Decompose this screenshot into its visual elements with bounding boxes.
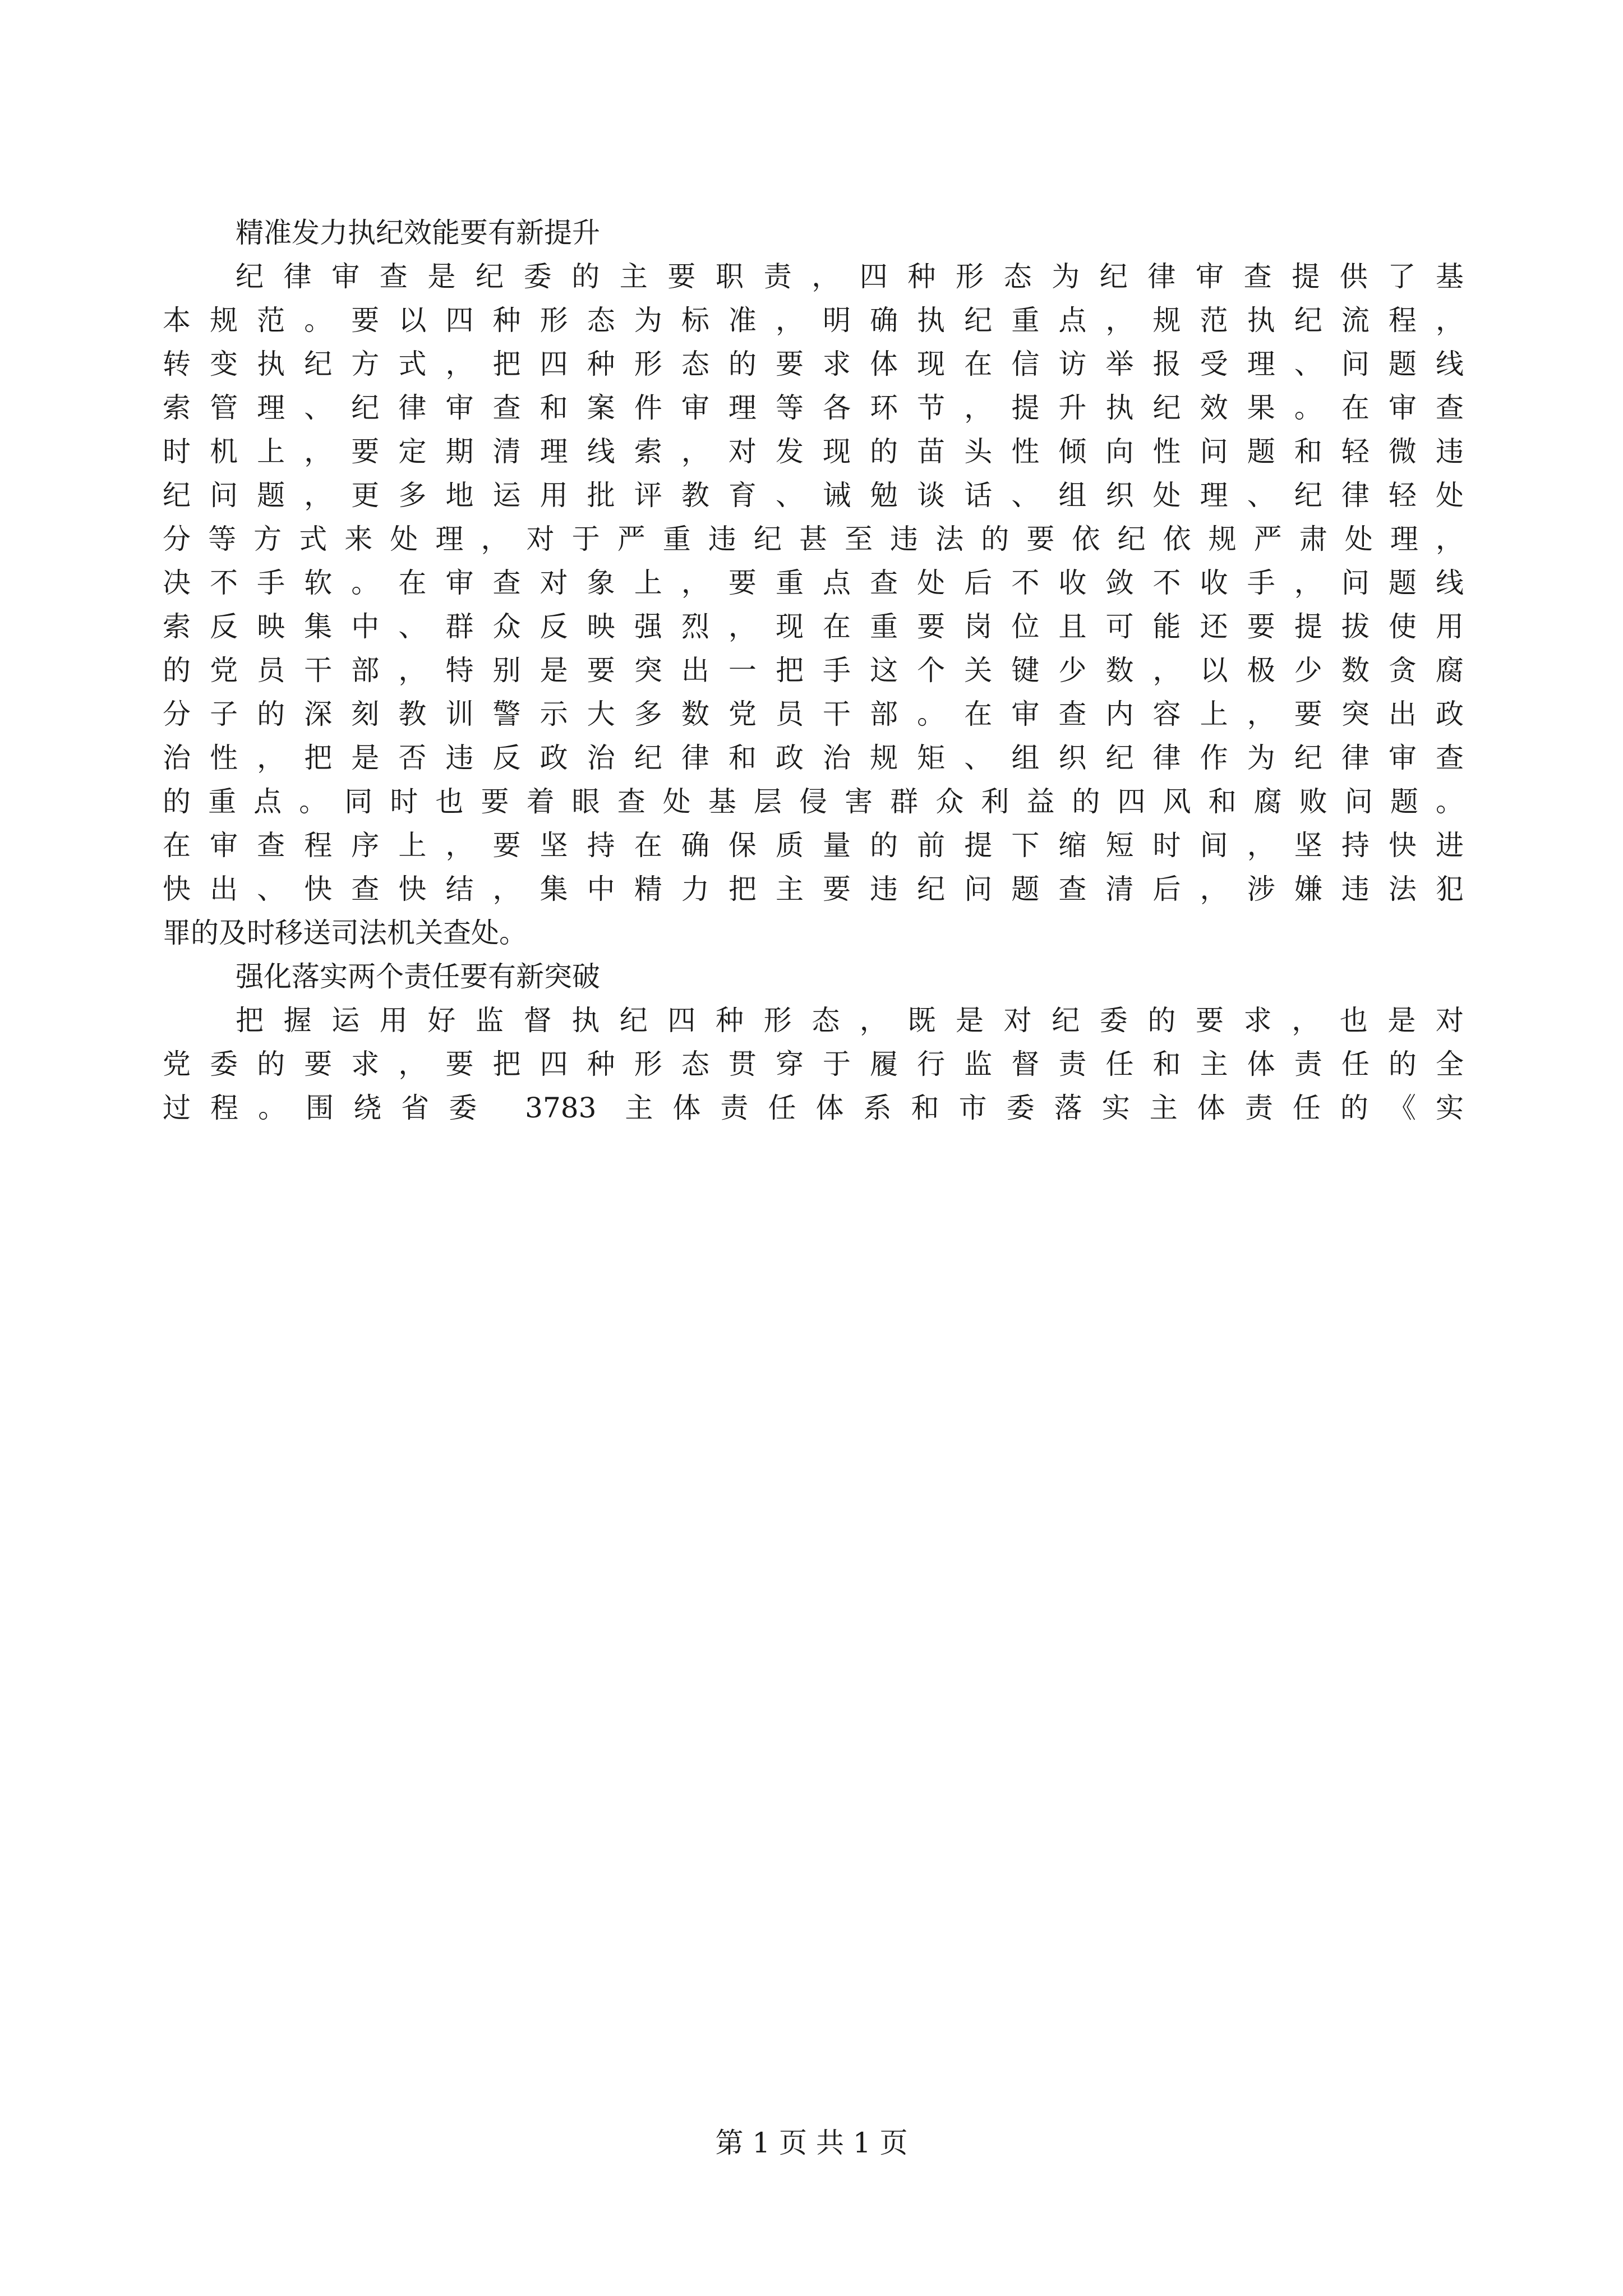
section-heading: 精准发力执纪效能要有新提升	[236, 217, 600, 249]
paragraph-line: 分等方式来处理，对于严重违纪甚至违法的要依纪依规严肃处理，	[163, 523, 1464, 555]
paragraph-line: 过程。围绕省委 3783 主体责任体系和市委落实主体责任的《实	[163, 1092, 1464, 1124]
paragraph-line: 把握运用好监督执纪四种形态，既是对纪委的要求，也是对	[236, 1004, 1464, 1037]
paragraph-line: 在审查程序上，要坚持在确保质量的前提下缩短时间，坚持快进	[163, 829, 1464, 862]
paragraph-line: 本规范。要以四种形态为标准，明确执纪重点，规范执纪流程，	[163, 304, 1464, 337]
paragraph-line: 纪问题，更多地运用批评教育、诫勉谈话、组织处理、纪律轻处	[163, 479, 1464, 512]
paragraph-line: 转变执纪方式，把四种形态的要求体现在信访举报受理、问题线	[163, 348, 1464, 380]
paragraph-line: 时机上，要定期清理线索，对发现的苗头性倾向性问题和轻微违	[163, 435, 1464, 468]
paragraph-line: 快出、快查快结，集中精力把主要违纪问题查清后，涉嫌违法犯	[163, 873, 1464, 905]
paragraph-line: 索管理、纪律审查和案件审理等各环节，提升执纪效果。在审查	[163, 392, 1464, 424]
page-footer: 第 1 页 共 1 页	[715, 2127, 908, 2159]
paragraph-line: 的重点。同时也要着眼查处基层侵害群众利益的四风和腐败问题。	[163, 785, 1464, 818]
paragraph-line: 决不手软。在审查对象上，要重点查处后不收敛不收手，问题线	[163, 567, 1464, 599]
section-heading: 强化落实两个责任要有新突破	[236, 960, 600, 993]
paragraph-line: 治性，把是否违反政治纪律和政治规矩、组织纪律作为纪律审查	[163, 742, 1464, 774]
paragraph-line: 分子的深刻教训警示大多数党员干部。在审查内容上，要突出政	[163, 698, 1464, 730]
paragraph-line: 索反映集中、群众反映强烈，现在重要岗位且可能还要提拔使用	[163, 610, 1464, 643]
paragraph-line: 党委的要求，要把四种形态贯穿于履行监督责任和主体责任的全	[163, 1048, 1464, 1080]
paragraph-line: 罪的及时移送司法机关查处。	[163, 917, 527, 949]
paragraph-line: 的党员干部，特别是要突出一把手这个关键少数，以极少数贪腐	[163, 654, 1464, 687]
paragraph-line: 纪律审查是纪委的主要职责，四种形态为纪律审查提供了基	[236, 260, 1464, 293]
